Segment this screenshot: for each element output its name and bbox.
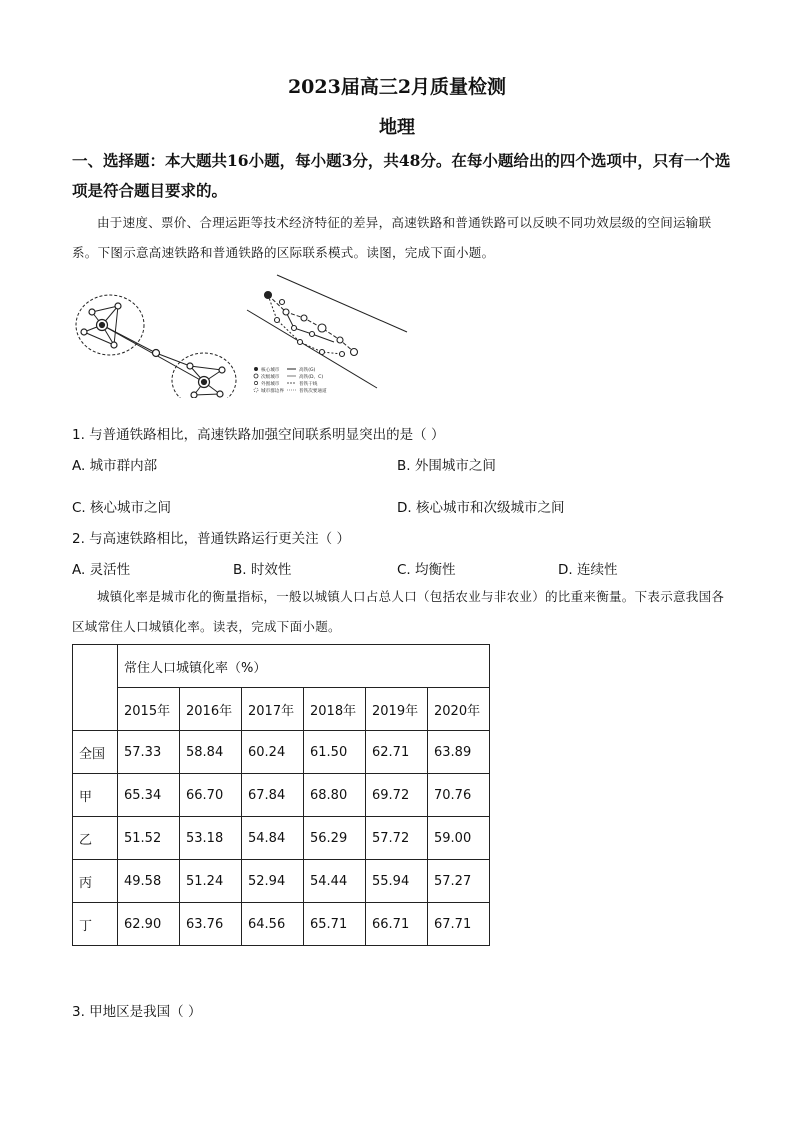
value-cell: 70.76 [428, 774, 490, 817]
value-cell: 69.72 [366, 774, 428, 817]
section-heading: 一、选择题：本大题共16小题，每小题3分，共48分。在每小题给出的四个选项中，只有一个选项是符合题目要求的。 [72, 151, 731, 200]
q1-option-a[interactable]: A. 城市群内部 [72, 458, 158, 474]
diagram-legend [254, 366, 327, 394]
value-cell: 59.00 [428, 817, 490, 860]
corridor-nodes-right [265, 292, 358, 357]
year-cell: 2018年 [304, 688, 366, 731]
table-header-title: 常住人口城镇化率（%） [118, 645, 490, 688]
urbanization-table [72, 644, 490, 946]
legend-core-city: 核心城市 [261, 368, 280, 373]
value-cell: 51.52 [118, 817, 180, 860]
row-label: 丙 [73, 860, 118, 903]
legend-cluster-boundary: 城市群边界 [261, 389, 284, 394]
row-label: 甲 [73, 774, 118, 817]
table-row [73, 903, 490, 946]
value-cell: 63.89 [428, 731, 490, 774]
table-row [73, 774, 490, 817]
table-corner-cell [73, 645, 118, 731]
legend-secondary-city: 次级城市 [261, 375, 280, 380]
q1-option-b[interactable]: B. 外围城市之间 [397, 458, 496, 474]
page-title: 2023届高三2月质量检测 [287, 76, 507, 98]
q1-option-c[interactable]: C. 核心城市之间 [72, 500, 172, 516]
value-cell: 57.72 [366, 817, 428, 860]
question-2-stem: 2. 与高速铁路相比，普通铁路运行更关注（ ） [72, 531, 350, 547]
value-cell: 53.18 [180, 817, 242, 860]
q2-option-a[interactable]: A. 灵活性 [72, 562, 131, 578]
row-label: 丁 [73, 903, 118, 946]
value-cell: 54.44 [304, 860, 366, 903]
table-year-row [73, 688, 490, 731]
legend-rail-secondary: 普铁次要通道 [299, 389, 327, 394]
value-cell: 54.84 [242, 817, 304, 860]
value-cell: 64.56 [242, 903, 304, 946]
question-3-stem: 3. 甲地区是我国（ ） [72, 1004, 202, 1020]
value-cell: 57.27 [428, 860, 490, 903]
passage-urbanization: 城镇化率是城市化的衡量指标，一般以城镇人口占总人口（包括农业与非农业）的比重来衡量。下表示意我国各区域常住人口城镇化率。读表，完成下面小题。 [72, 589, 725, 634]
legend-hsr-dc: 高铁(D、C) [299, 375, 324, 380]
value-cell: 51.24 [180, 860, 242, 903]
legend-hsr-g: 高铁(G) [299, 368, 316, 373]
value-cell: 52.94 [242, 860, 304, 903]
value-cell: 58.84 [180, 731, 242, 774]
table-row [73, 731, 490, 774]
value-cell: 65.71 [304, 903, 366, 946]
legend-peripheral-city: 外围城市 [261, 382, 280, 387]
q2-option-b[interactable]: B. 时效性 [233, 562, 292, 578]
value-cell: 60.24 [242, 731, 304, 774]
q2-option-c[interactable]: C. 均衡性 [397, 562, 456, 578]
cluster-diagram-left [76, 295, 236, 398]
year-cell: 2016年 [180, 688, 242, 731]
value-cell: 67.84 [242, 774, 304, 817]
value-cell: 61.50 [304, 731, 366, 774]
legend-rail-trunk: 普铁干线 [299, 382, 318, 387]
passage-railway: 由于速度、票价、合理运距等技术经济特征的差异，高速铁路和普通铁路可以反映不同功效层级的空间运输联系。下图示意高速铁路和普通铁路的区际联系模式。读图，完成下面小题。 [72, 215, 712, 260]
table-row [73, 860, 490, 903]
subject-title: 地理 [379, 117, 415, 138]
value-cell: 62.71 [366, 731, 428, 774]
year-cell: 2017年 [242, 688, 304, 731]
value-cell: 57.33 [118, 731, 180, 774]
year-cell: 2015年 [118, 688, 180, 731]
q1-option-d[interactable]: D. 核心城市和次级城市之间 [397, 500, 565, 516]
value-cell: 62.90 [118, 903, 180, 946]
value-cell: 56.29 [304, 817, 366, 860]
value-cell: 65.34 [118, 774, 180, 817]
value-cell: 66.71 [366, 903, 428, 946]
cluster-nodes-left [81, 303, 225, 398]
value-cell: 55.94 [366, 860, 428, 903]
row-label: 乙 [73, 817, 118, 860]
value-cell: 66.70 [180, 774, 242, 817]
year-cell: 2019年 [366, 688, 428, 731]
year-cell: 2020年 [428, 688, 490, 731]
value-cell: 68.80 [304, 774, 366, 817]
value-cell: 49.58 [118, 860, 180, 903]
q2-option-d[interactable]: D. 连续性 [558, 562, 618, 578]
table-row [73, 817, 490, 860]
question-1-stem: 1. 与普通铁路相比，高速铁路加强空间联系明显突出的是（ ） [72, 427, 445, 443]
value-cell: 63.76 [180, 903, 242, 946]
railway-diagram [72, 270, 412, 398]
row-label: 全国 [73, 731, 118, 774]
value-cell: 67.71 [428, 903, 490, 946]
